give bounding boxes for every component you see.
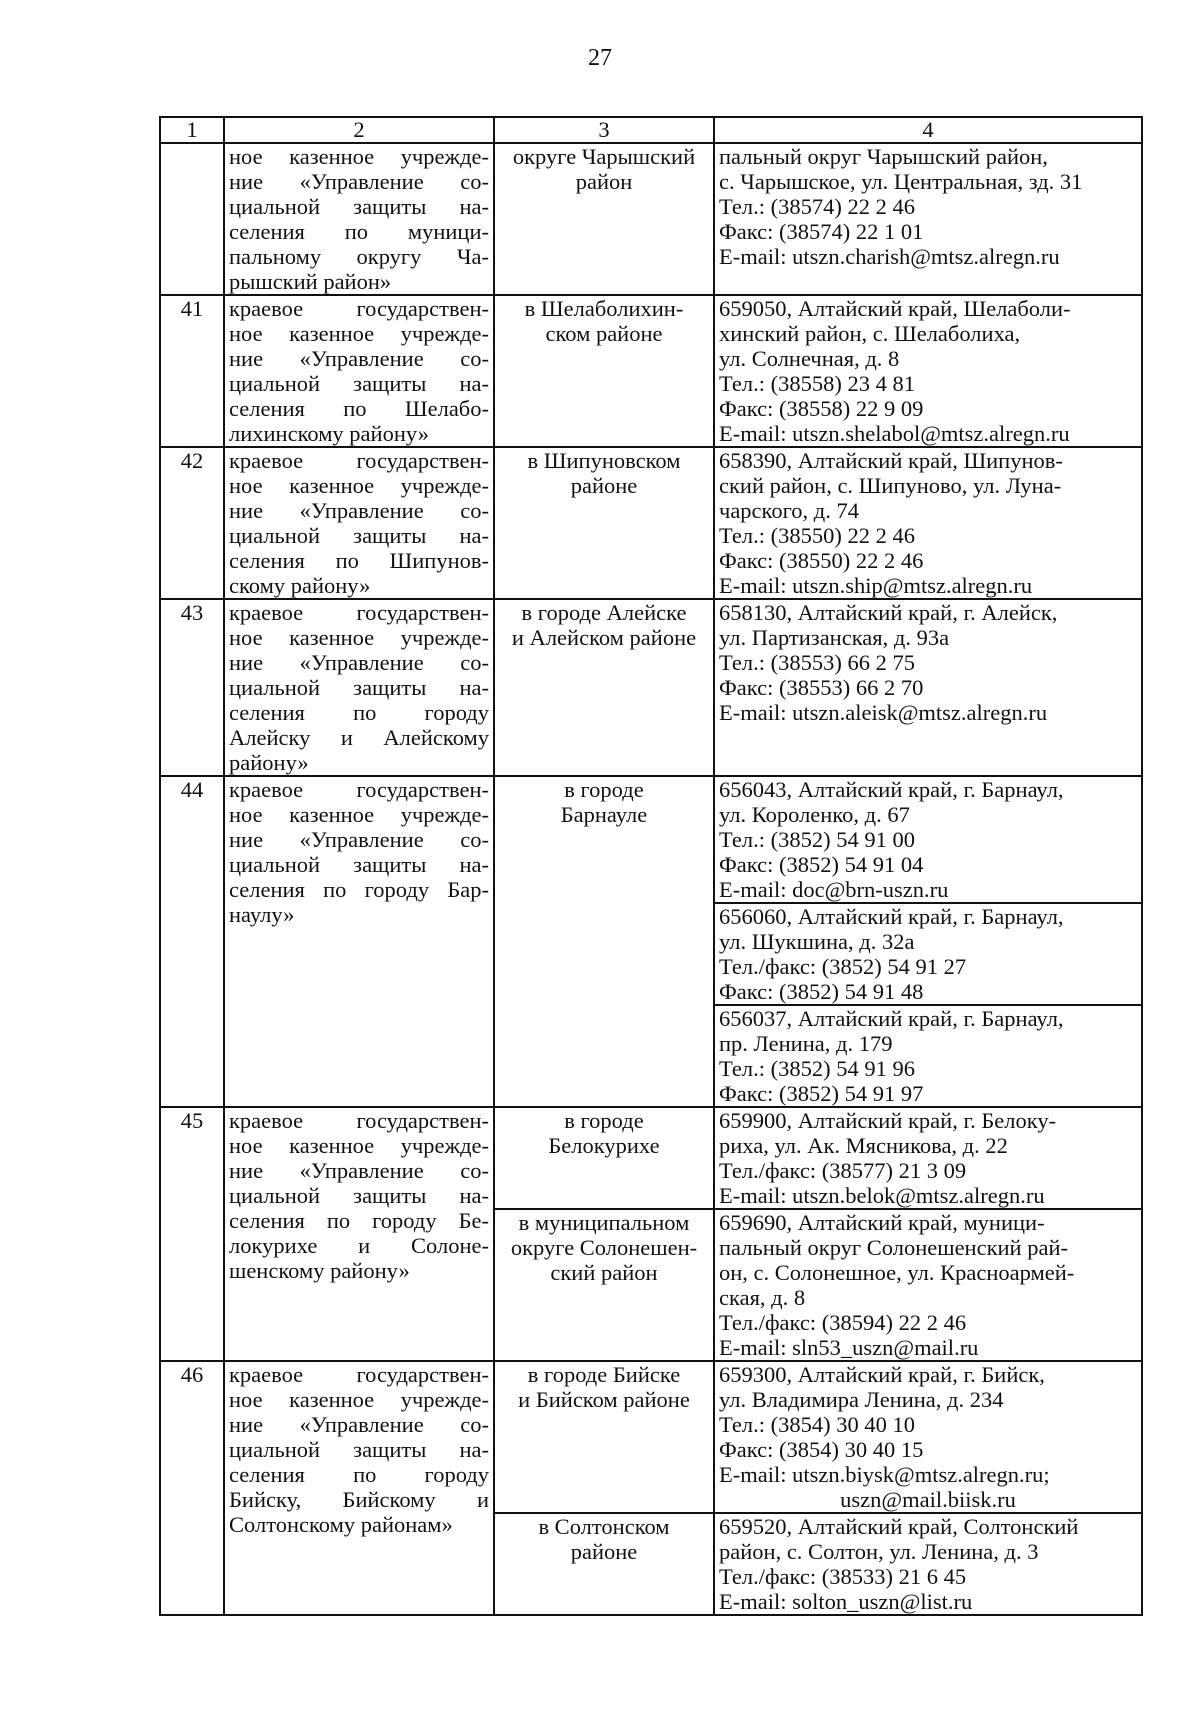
- row-number: 41: [160, 295, 224, 447]
- text-line: чарского, д. 74: [719, 498, 859, 523]
- text-line: Алейску и Алейскому: [229, 725, 489, 750]
- text-line: Факс: (3852) 54 91 04: [719, 852, 924, 877]
- text-line: ние «Управление со-: [229, 346, 489, 371]
- table-header-row: [160, 117, 1142, 143]
- institution-name: [224, 143, 494, 295]
- text-line: Тел.: (38553) 66 2 75: [719, 650, 915, 675]
- text-line: краевое государствен-: [229, 600, 489, 625]
- text-line: ский район, с. Шипуново, ул. Луна-: [719, 473, 1062, 498]
- text-line: Бийску, Бийскому и: [229, 1487, 489, 1512]
- text-line: скому району»: [229, 573, 371, 598]
- text-line: в городе Алейске: [521, 600, 687, 625]
- text-line: в муниципальном: [518, 1210, 690, 1235]
- table-row-41: [160, 295, 1142, 447]
- table-row-continued: [160, 143, 1142, 295]
- text-line: E-mail: utszn.charish@mtsz.alregn.ru: [719, 244, 1060, 269]
- text-line: локурихе и Солоне-: [229, 1233, 489, 1258]
- text-line: Факс: (3854) 30 40 15: [719, 1437, 924, 1462]
- text-line: 658130, Алтайский край, г. Алейск,: [719, 600, 1058, 625]
- text-line: E-mail: solton_uszn@list.ru: [719, 1589, 973, 1614]
- text-line: Тел./факс: (38577) 21 3 09: [719, 1158, 967, 1183]
- text-line: 659690, Алтайский край, муници-: [719, 1210, 1045, 1235]
- contact-address: [714, 903, 1142, 1005]
- text-line: Тел.: (3852) 54 91 96: [719, 1056, 915, 1081]
- text-line: селения по Шелабо-: [229, 396, 489, 421]
- text-line: 659900, Алтайский край, г. Белоку-: [719, 1108, 1057, 1133]
- text-line: циальной защиты на-: [229, 371, 489, 396]
- text-line: циальной защиты на-: [229, 523, 489, 548]
- contact-address: [714, 776, 1142, 903]
- text-line: Факс: (3852) 54 91 97: [719, 1081, 924, 1106]
- text-line: циальной защиты на-: [229, 852, 489, 877]
- text-line: Барнауле: [560, 802, 648, 827]
- text-line: селения по городу: [229, 700, 489, 725]
- text-line: ском районе: [545, 321, 663, 346]
- text-line: пальный округ Солонешенский рай-: [719, 1235, 1068, 1260]
- text-line: лихинскому району»: [229, 421, 429, 446]
- text-line: округе Солонешен-: [510, 1235, 698, 1260]
- institution-name: [224, 1107, 494, 1361]
- contact-address: [714, 447, 1142, 599]
- text-line: шенскому району»: [229, 1258, 410, 1283]
- institution-name: [224, 599, 494, 776]
- text-line: 659520, Алтайский край, Солтонский: [719, 1514, 1079, 1539]
- text-line: округе Чарышский: [512, 144, 696, 169]
- text-line: ное казенное учрежде-: [229, 1133, 489, 1158]
- text-line: в Шипуновском: [527, 448, 681, 473]
- text-line: ное казенное учрежде-: [229, 144, 489, 169]
- text-line: E-mail: utszn.belok@mtsz.alregn.ru: [719, 1183, 1045, 1208]
- institution-name: [224, 295, 494, 447]
- text-line: в Шелаболихин-: [524, 296, 684, 321]
- text-line: с. Чарышское, ул. Центральная, зд. 31: [719, 169, 1083, 194]
- text-line: ние «Управление со-: [229, 650, 489, 675]
- text-line: районе: [570, 1539, 638, 1564]
- text-line: Факс: (38550) 22 2 46: [719, 548, 924, 573]
- text-line: ние «Управление со-: [229, 1412, 489, 1437]
- table-row-43: [160, 599, 1142, 776]
- text-line: район: [575, 169, 633, 194]
- text-line: 659300, Алтайский край, г. Бийск,: [719, 1362, 1045, 1387]
- text-line: 656043, Алтайский край, г. Барнаул,: [719, 777, 1064, 802]
- header-cell-1: 1: [160, 117, 224, 143]
- service-area: [494, 776, 714, 1107]
- table-row-45: [160, 1107, 1142, 1209]
- text-line: Тел.: (38558) 23 4 81: [719, 371, 915, 396]
- text-line: ние «Управление со-: [229, 827, 489, 852]
- service-area: [494, 295, 714, 447]
- text-line: ул. Партизанская, д. 93а: [719, 625, 950, 650]
- text-line: Тел.: (3852) 54 91 00: [719, 827, 915, 852]
- text-line: Тел.: (3854) 30 40 10: [719, 1412, 915, 1437]
- contact-address: [714, 1005, 1142, 1107]
- text-line: район, с. Солтон, ул. Ленина, д. 3: [719, 1539, 1039, 1564]
- service-area: [494, 1513, 714, 1615]
- text-line: ное казенное учрежде-: [229, 1387, 489, 1412]
- text-line: ние «Управление со-: [229, 498, 489, 523]
- text-line: Солтонскому районам»: [229, 1512, 453, 1537]
- contact-address: [714, 1107, 1142, 1209]
- text-line: и Алейском районе: [511, 625, 697, 650]
- text-line: E-mail: utszn.shelabol@mtsz.alregn.ru: [719, 421, 1070, 446]
- institution-name: [224, 1361, 494, 1615]
- text-line: в городе Бийске: [527, 1362, 681, 1387]
- text-line: в городе: [564, 1108, 644, 1133]
- text-line: E-mail: utszn.aleisk@mtsz.alregn.ru: [719, 700, 1048, 725]
- row-number: 45: [160, 1107, 224, 1361]
- row-number: 42: [160, 447, 224, 599]
- text-line: селения по муници-: [229, 219, 489, 244]
- text-line: 656060, Алтайский край, г. Барнаул,: [719, 904, 1064, 929]
- institution-name: [224, 776, 494, 1107]
- text-line: Тел./факс: (38533) 21 6 45: [719, 1564, 967, 1589]
- text-line: циальной защиты на-: [229, 194, 489, 219]
- contact-address: [714, 295, 1142, 447]
- table-row-42: [160, 447, 1142, 599]
- contact-lines: [719, 1362, 1137, 1487]
- header-cell-3: 3: [494, 117, 714, 143]
- row-number: 43: [160, 599, 224, 776]
- text-line: 658390, Алтайский край, Шипунов-: [719, 448, 1063, 473]
- text-line: в Солтонском: [538, 1514, 670, 1539]
- text-line: краевое государствен-: [229, 448, 489, 473]
- service-area: [494, 447, 714, 599]
- text-line: Тел./факс: (38594) 22 2 46: [719, 1310, 967, 1335]
- text-line: Белокурихе: [548, 1133, 660, 1158]
- text-line: Факс: (3852) 54 91 48: [719, 979, 924, 1004]
- text-line: ул. Солнечная, д. 8: [719, 346, 900, 371]
- service-area: [494, 143, 714, 295]
- row-number: 44: [160, 776, 224, 1107]
- service-area: [494, 599, 714, 776]
- text-line: ное казенное учрежде-: [229, 473, 489, 498]
- text-line: он, с. Солонешное, ул. Красноармей-: [719, 1260, 1075, 1285]
- institution-name: [224, 447, 494, 599]
- text-line: ние «Управление со-: [229, 1158, 489, 1183]
- text-line: Факс: (38574) 22 1 01: [719, 219, 924, 244]
- text-line: 659050, Алтайский край, Шелаболи-: [719, 296, 1071, 321]
- text-line: Тел./факс: (3852) 54 91 27: [719, 954, 967, 979]
- service-area: [494, 1361, 714, 1513]
- text-line: циальной защиты на-: [229, 1437, 489, 1462]
- header-cell-2: 2: [224, 117, 494, 143]
- text-line: Тел.: (38574) 22 2 46: [719, 194, 915, 219]
- text-line: селения по Шипунов-: [229, 548, 489, 573]
- text-line: и Бийском районе: [518, 1387, 690, 1412]
- text-line: хинский район, с. Шелаболиха,: [719, 321, 1021, 346]
- text-line: ул. Владимира Ленина, д. 234: [719, 1387, 1004, 1412]
- text-line: краевое государствен-: [229, 1362, 489, 1387]
- text-line: ное казенное учрежде-: [229, 802, 489, 827]
- text-line: рышский район»: [229, 269, 392, 294]
- page-number: 27: [588, 45, 612, 71]
- text-line: пр. Ленина, д. 179: [719, 1031, 893, 1056]
- text-line: району»: [229, 750, 309, 775]
- service-area: [494, 1209, 714, 1361]
- table-row-44: [160, 776, 1142, 903]
- text-line: риха, ул. Ак. Мясникова, д. 22: [719, 1133, 1008, 1158]
- text-line: Тел.: (38550) 22 2 46: [719, 523, 915, 548]
- text-line: ский район: [550, 1260, 658, 1285]
- text-line: районе: [570, 473, 638, 498]
- row-number: [160, 143, 224, 295]
- text-line: краевое государствен-: [229, 777, 489, 802]
- text-line: в городе: [564, 777, 644, 802]
- contact-address: [714, 143, 1142, 295]
- text-line: циальной защиты на-: [229, 1183, 489, 1208]
- text-line: селения по городу Бар-: [229, 877, 489, 902]
- row-number: 46: [160, 1361, 224, 1615]
- text-line: ул. Шукшина, д. 32а: [719, 929, 915, 954]
- contact-address: [714, 1513, 1142, 1615]
- text-line: E-mail: utszn.biysk@mtsz.alregn.ru;: [719, 1462, 1050, 1487]
- text-line: ние «Управление со-: [229, 169, 489, 194]
- header-cell-4: 4: [714, 117, 1142, 143]
- text-line: ное казенное учрежде-: [229, 321, 489, 346]
- institutions-table: [159, 116, 1143, 1616]
- table-row-46: [160, 1361, 1142, 1513]
- secondary-email: uszn@mail.biisk.ru: [840, 1487, 1016, 1512]
- text-line: наулу»: [229, 902, 295, 927]
- text-line: E-mail: doc@brn-uszn.ru: [719, 877, 949, 902]
- text-line: Факс: (38558) 22 9 09: [719, 396, 924, 421]
- text-line: циальной защиты на-: [229, 675, 489, 700]
- contact-address: [714, 1361, 1142, 1513]
- text-line: селения по городу Бе-: [229, 1208, 489, 1233]
- text-line: краевое государствен-: [229, 296, 489, 321]
- text-line: ская, д. 8: [719, 1285, 806, 1310]
- text-line: E-mail: utszn.ship@mtsz.alregn.ru: [719, 573, 1033, 598]
- text-line: E-mail: sln53_uszn@mail.ru: [719, 1335, 979, 1360]
- text-line: 656037, Алтайский край, г. Барнаул,: [719, 1006, 1064, 1031]
- contact-address: [714, 1209, 1142, 1361]
- text-line: Факс: (38553) 66 2 70: [719, 675, 924, 700]
- text-line: ул. Короленко, д. 67: [719, 802, 910, 827]
- text-line: пальному округу Ча-: [229, 244, 489, 269]
- text-line: краевое государствен-: [229, 1108, 489, 1133]
- text-line: пальный округ Чарышский район,: [719, 144, 1048, 169]
- text-line: селения по городу: [229, 1462, 489, 1487]
- service-area: [494, 1107, 714, 1209]
- text-line: ное казенное учрежде-: [229, 625, 489, 650]
- contact-address: [714, 599, 1142, 776]
